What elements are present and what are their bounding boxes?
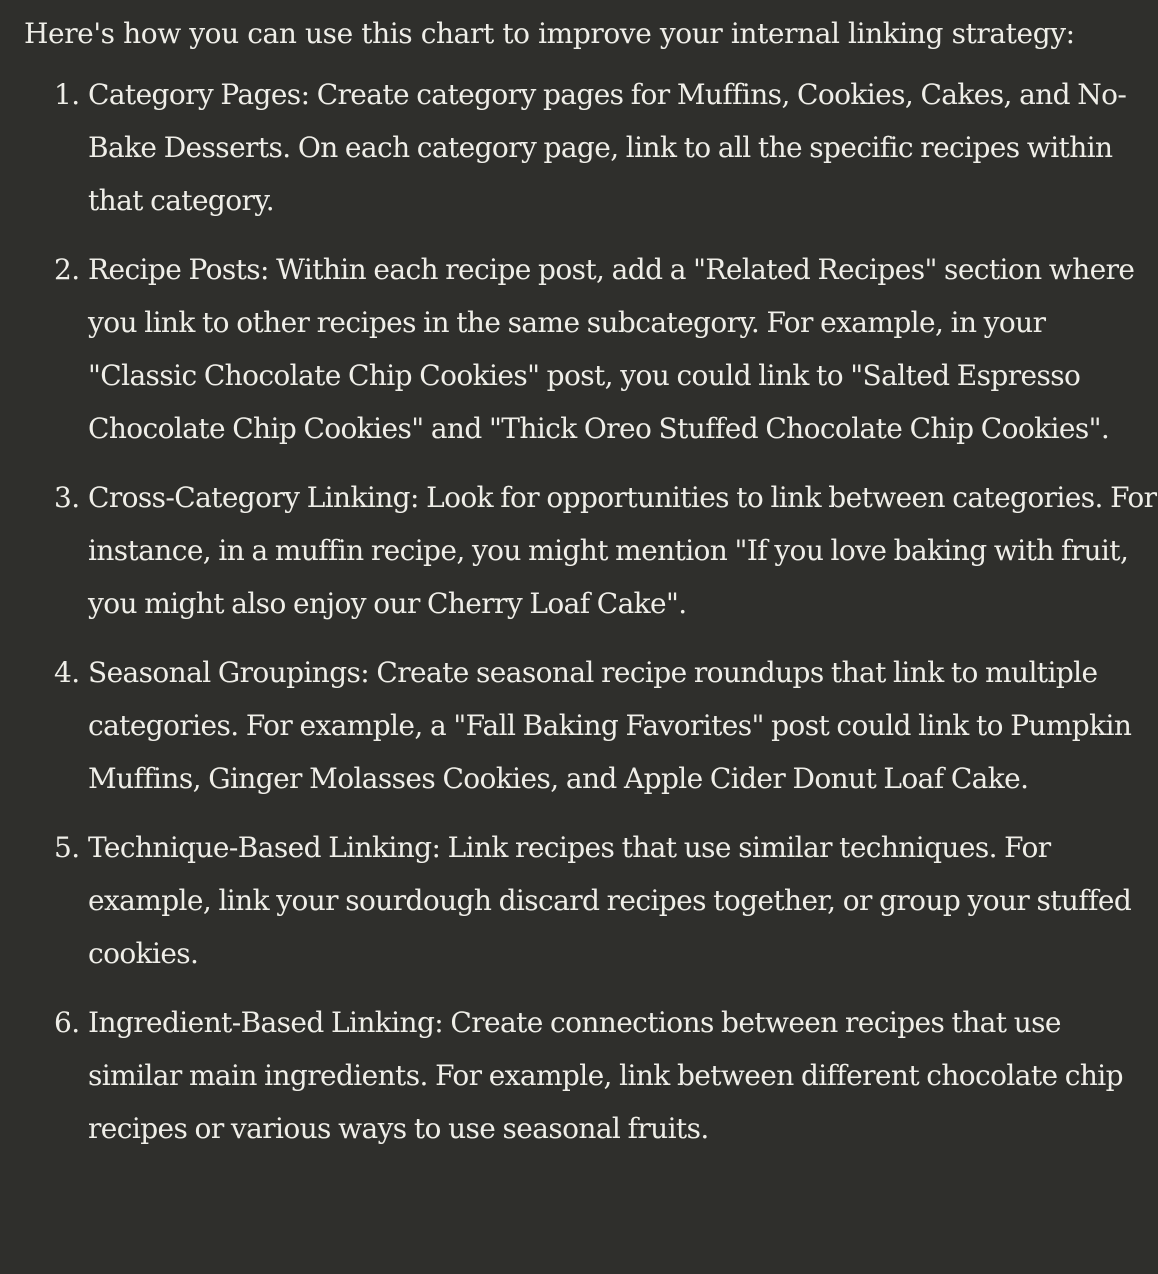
list-item-text: Category Pages: Create category pages for Muffins, Cookies, Cakes, and No-Bake Desserts. On each category page, link to all the specific recipes within that category. [88,78,1127,217]
tips-list [24,68,1158,1155]
list-item [24,243,1158,455]
list-item [24,996,1158,1155]
list-item-text: Cross-Category Linking: Look for opportunities to link between categories. For instance, in a muffin recipe, you might mention "If you love baking with fruit, you might also enjoy our Cherry Loaf Cake". [88,481,1157,620]
list-item [24,471,1158,630]
list-item-number: 6. [54,1006,80,1039]
message-intro: Here's how you can use this chart to improve your internal linking strategy: [24,17,1075,50]
list-item-text: Seasonal Groupings: Create seasonal recipe roundups that link to multiple categories. For example, a "Fall Baking Favorites" post could link to Pumpkin Muffins, Ginger Molasses Cookies, and Apple Cider Donut Loaf Cake. [88,656,1132,795]
list-item-number: 2. [54,253,80,286]
list-item-text: Technique-Based Linking: Link recipes that use similar techniques. For example, link your sourdough discard recipes together, or group your stuffed cookies. [88,831,1132,970]
list-item [24,68,1158,227]
list-item-number: 4. [54,656,80,689]
list-item-number: 3. [54,481,80,514]
list-item-number: 5. [54,831,80,864]
list-item [24,821,1158,980]
list-item [24,646,1158,805]
list-item-number: 1. [54,78,80,111]
list-item-text: Recipe Posts: Within each recipe post, add a "Related Recipes" section where you link to other recipes in the same subcategory. For example, in your "Classic Chocolate Chip Cookies" post, you could link to "Salted Espresso Chocolate Chip Cookies" and "Thick Oreo Stuffed Chocolate Chip Cookies". [88,253,1135,445]
list-item-text: Ingredient-Based Linking: Create connections between recipes that use similar main ingredients. For example, link between different chocolate chip recipes or various ways to use seasonal fruits. [88,1006,1123,1145]
